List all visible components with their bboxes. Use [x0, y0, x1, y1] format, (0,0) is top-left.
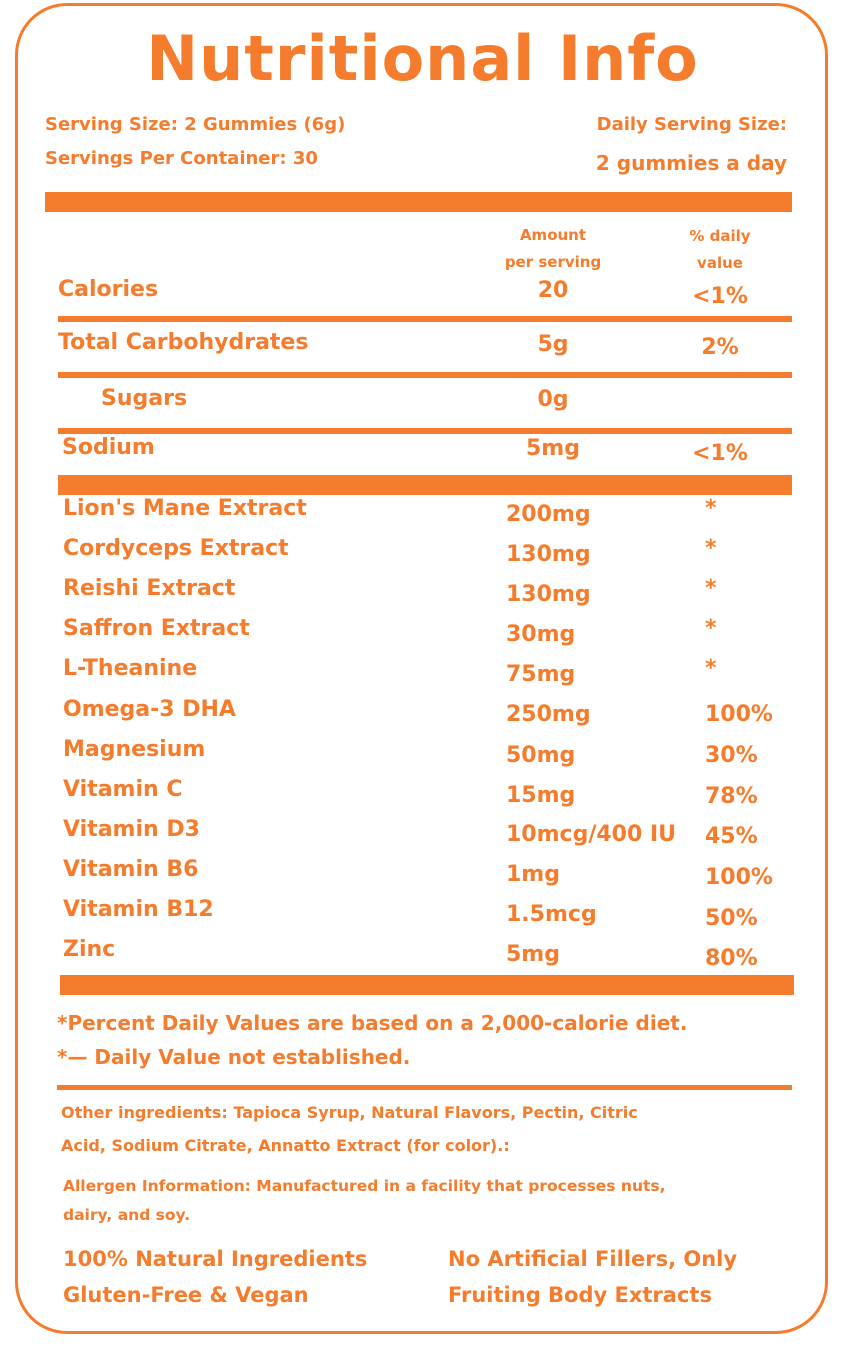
ingredient-daily: * — [705, 496, 717, 521]
row-divider — [58, 372, 792, 378]
ingredient-amount: 10mcg/400 IU — [506, 822, 676, 847]
amount-header — [478, 222, 628, 276]
ingredient-daily: 50% — [705, 906, 758, 931]
ingredient-daily: 45% — [705, 824, 758, 849]
ingredient-amount: 250mg — [506, 702, 591, 727]
row-divider — [58, 316, 792, 322]
page-title: Nutritional Info — [146, 22, 699, 95]
row-divider — [58, 428, 792, 434]
amount-header-line2: per serving — [504, 253, 602, 271]
row-amount-sodium: 5mg — [526, 436, 580, 461]
ingredient-name: Omega-3 DHA — [63, 697, 236, 722]
ingredient-daily: 100% — [705, 865, 773, 890]
thick-divider — [58, 475, 792, 495]
ingredient-name: Vitamin D3 — [63, 817, 200, 842]
row-name-sugars: Sugars — [101, 386, 188, 411]
other-ingredients-line1: Other ingredients: Tapioca Syrup, Natural Flavors, Pectin, Citric — [61, 1103, 638, 1122]
footnote-percent: *Percent Daily Values are based on a 2,000-calorie diet. — [57, 1011, 688, 1035]
ingredient-amount: 5mg — [506, 942, 560, 967]
ingredient-daily: * — [705, 616, 717, 641]
ingredient-daily: 30% — [705, 743, 758, 768]
ingredient-amount: 200mg — [506, 502, 591, 527]
ingredient-name: Reishi Extract — [63, 576, 236, 601]
ingredient-name: L-Theanine — [63, 656, 198, 681]
amount-header-line1: Amount — [519, 226, 587, 244]
daily-value-header — [660, 223, 780, 277]
ingredient-amount: 1.5mcg — [506, 902, 597, 927]
claim-fruiting-body: Fruiting Body Extracts — [448, 1283, 712, 1307]
row-amount-calories: 20 — [537, 278, 569, 303]
ingredient-daily: 80% — [705, 946, 758, 971]
claim-no-fillers: No Artificial Fillers, Only — [448, 1247, 738, 1271]
ingredient-name: Magnesium — [63, 737, 206, 762]
ingredient-daily: * — [705, 656, 717, 681]
row-daily-calories: <1% — [692, 284, 748, 309]
row-amount-sugars: 0g — [537, 387, 569, 412]
daily-header-line1: % daily — [689, 227, 751, 245]
row-name-sodium: Sodium — [62, 435, 155, 460]
allergen-line2: dairy, and soy. — [63, 1206, 191, 1224]
ingredient-amount: 30mg — [506, 622, 576, 647]
ingredient-amount: 130mg — [506, 582, 591, 607]
row-amount-carbs: 5g — [537, 332, 569, 357]
row-name-carbs: Total Carbohydrates — [58, 330, 309, 355]
claim-gluten-free: Gluten-Free & Vegan — [63, 1283, 309, 1307]
other-ingredients-line2: Acid, Sodium Citrate, Annatto Extract (for color).: — [61, 1136, 510, 1155]
thick-divider — [45, 192, 792, 212]
ingredient-daily: 100% — [705, 702, 773, 727]
ingredient-name: Vitamin B6 — [63, 857, 199, 882]
ingredient-name: Saffron Extract — [63, 616, 250, 641]
ingredient-amount: 130mg — [506, 542, 591, 567]
claim-natural: 100% Natural Ingredients — [63, 1247, 368, 1271]
daily-serving-label: Daily Serving Size: — [596, 114, 787, 135]
ingredient-name: Lion's Mane Extract — [63, 496, 307, 521]
daily-header-line2: value — [697, 254, 743, 272]
thick-divider — [60, 975, 794, 995]
footnote-not-established: *— Daily Value not established. — [57, 1045, 411, 1069]
servings-per-container: Servings Per Container: 30 — [45, 148, 318, 169]
ingredient-name: Vitamin B12 — [63, 897, 214, 922]
ingredient-daily: * — [705, 536, 717, 561]
allergen-line1: Allergen Information: Manufactured in a facility that processes nuts, — [63, 1177, 666, 1195]
thin-divider — [57, 1085, 792, 1090]
row-name-calories: Calories — [58, 277, 159, 302]
row-daily-carbs: 2% — [701, 335, 739, 360]
ingredient-name: Vitamin C — [63, 777, 183, 802]
ingredient-amount: 75mg — [506, 662, 576, 687]
ingredient-daily: * — [705, 576, 717, 601]
ingredient-name: Cordyceps Extract — [63, 536, 289, 561]
ingredient-amount: 50mg — [506, 743, 576, 768]
ingredient-name: Zinc — [63, 937, 116, 962]
ingredient-amount: 15mg — [506, 783, 576, 808]
ingredient-daily: 78% — [705, 784, 758, 809]
row-daily-sodium: <1% — [692, 441, 748, 466]
ingredient-amount: 1mg — [506, 862, 560, 887]
daily-serving-value: 2 gummies a day — [595, 151, 787, 175]
serving-size: Serving Size: 2 Gummies (6g) — [45, 114, 346, 135]
